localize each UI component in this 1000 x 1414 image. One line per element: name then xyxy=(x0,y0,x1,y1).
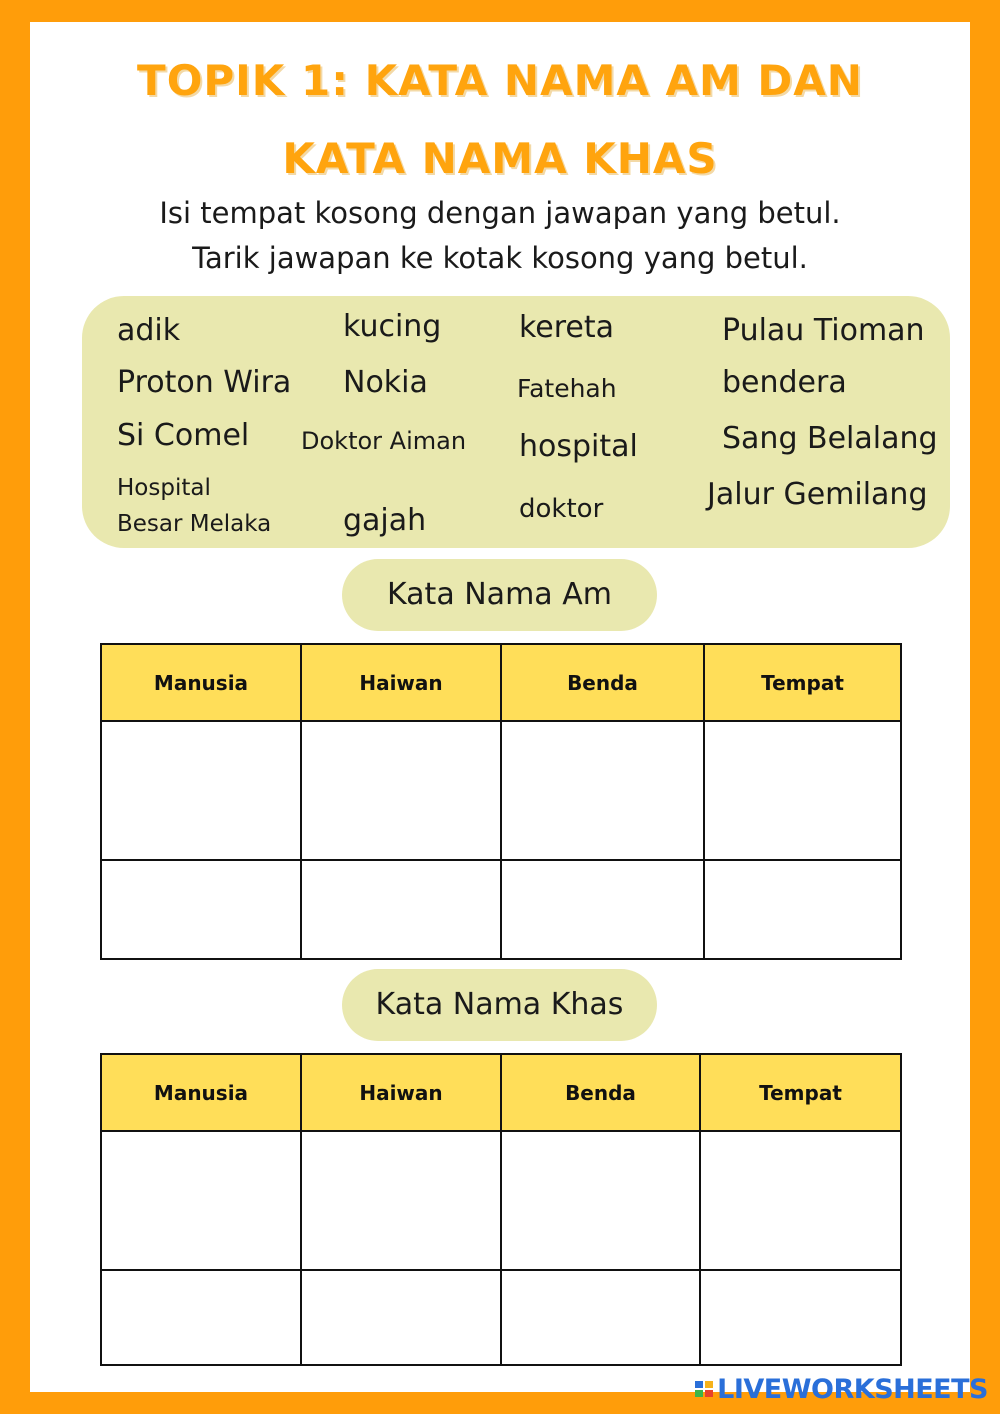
column-header-manusia: Manusia xyxy=(101,1054,301,1131)
drop-slot[interactable] xyxy=(700,1270,901,1365)
word-jalur-gemilang[interactable]: Jalur Gemilang xyxy=(707,477,928,512)
liveworksheets-logo-icon xyxy=(695,1381,713,1397)
word-fatehah[interactable]: Fatehah xyxy=(517,374,617,403)
drop-slot[interactable] xyxy=(301,1270,501,1365)
drop-slot[interactable] xyxy=(704,860,901,959)
drop-slot[interactable] xyxy=(101,1270,301,1365)
column-header-tempat: Tempat xyxy=(704,644,901,721)
word-pulau-tioman[interactable]: Pulau Tioman xyxy=(722,313,925,348)
liveworksheets-logo-text: LIVEWORKSHEETS xyxy=(717,1373,988,1405)
word-sang-belalang[interactable]: Sang Belalang xyxy=(722,421,938,456)
column-header-benda: Benda xyxy=(501,1054,700,1131)
drop-slot[interactable] xyxy=(501,860,704,959)
drop-slot[interactable] xyxy=(101,860,301,959)
column-header-haiwan: Haiwan xyxy=(301,1054,501,1131)
word-nokia[interactable]: Nokia xyxy=(343,365,428,400)
table-kata-nama-am xyxy=(100,643,902,960)
drop-slot[interactable] xyxy=(501,1131,700,1270)
drop-slot[interactable] xyxy=(704,721,901,860)
word-doktor-aiman[interactable]: Doktor Aiman xyxy=(301,427,467,455)
section-heading-kata-nama-am: Kata Nama Am xyxy=(342,559,657,631)
drop-slot[interactable] xyxy=(501,1270,700,1365)
word-gajah[interactable]: gajah xyxy=(343,503,427,538)
table-kata-nama-khas xyxy=(100,1053,902,1366)
drop-slot[interactable] xyxy=(101,1131,301,1270)
word-si-comel[interactable]: Si Comel xyxy=(117,418,250,453)
liveworksheets-logo xyxy=(695,1374,988,1404)
column-header-tempat: Tempat xyxy=(700,1054,901,1131)
word-hospital-besar-melaka-line1[interactable]: Hospital xyxy=(117,475,211,501)
drop-slot[interactable] xyxy=(101,721,301,860)
word-doktor[interactable]: doktor xyxy=(519,494,604,524)
word-kucing[interactable]: kucing xyxy=(343,309,442,344)
column-header-manusia: Manusia xyxy=(101,644,301,721)
word-adik[interactable]: adik xyxy=(117,313,181,348)
drop-slot[interactable] xyxy=(301,860,501,959)
title-line-1: TOPIK 1: KATA NAMA AM DAN xyxy=(137,56,863,105)
drop-slot[interactable] xyxy=(501,721,704,860)
drop-slot[interactable] xyxy=(301,1131,501,1270)
instruction-line-2: Tarik jawapan ke kotak kosong yang betul. xyxy=(192,241,808,275)
title-line-2: KATA NAMA KHAS xyxy=(282,134,718,183)
column-header-benda: Benda xyxy=(501,644,704,721)
word-hospital[interactable]: hospital xyxy=(519,429,638,464)
word-bendera[interactable]: bendera xyxy=(722,365,847,400)
section-heading-kata-nama-khas: Kata Nama Khas xyxy=(342,969,657,1041)
word-hospital-besar-melaka-line2[interactable]: Besar Melaka xyxy=(117,511,272,537)
drop-slot[interactable] xyxy=(700,1131,901,1270)
word-kereta[interactable]: kereta xyxy=(519,310,615,345)
instruction-line-1: Isi tempat kosong dengan jawapan yang betul. xyxy=(159,196,841,230)
word-proton-wira[interactable]: Proton Wira xyxy=(117,365,292,400)
drop-slot[interactable] xyxy=(301,721,501,860)
column-header-haiwan: Haiwan xyxy=(301,644,501,721)
